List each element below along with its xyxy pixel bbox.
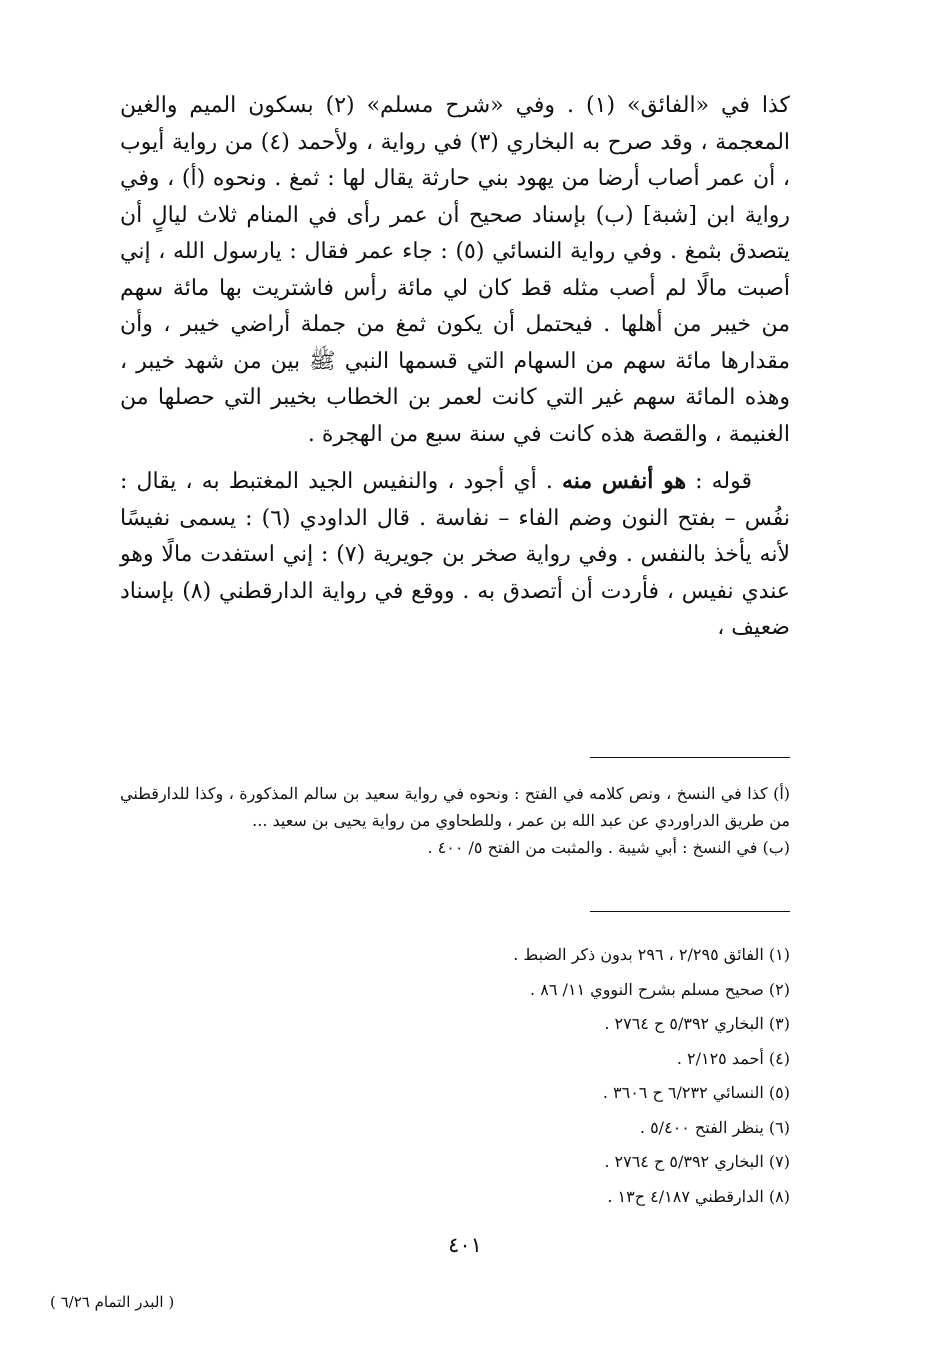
paragraph-2-rest: . أي أجود ، والنفيس الجيد المغتبط به ، يقال : نفُس – بفتح النون وضم الفاء – نفاسة . قال الداودي (٦) : يسمى نفيسًا لأنه يأخذ بالنفس . وفي رواية صخر بن جويرية (٧) : إني استفدت مالًا وهو عندي نفيس ، فأردت أن أتصدق به . ووقع في رواية الدارقطني (٨) بإسناد ضعيف ،	[120, 469, 791, 640]
main-paragraph-1: كذا في «الفائق» (١) . وفي «شرح مسلم» (٢) بسكون الميم والغين المعجمة ، وقد صرح به البخاري (٣) في رواية ، ولأحمد (٤) من رواية أيوب ، أن عمر أصاب أرضا من يهود بني حارثة يقال لها : ثمغ . ونحوه (أ) ، وفي رواية ابن [شبة] (ب) بإسناد صحيح أن عمر رأى في المنام ثلاث ليالٍ أن يتصدق بثمغ . وفي رواية النسائي (٥) : جاء عمر فقال : يارسول الله ، إني أصبت مالًا لم أصب مثله قط كان لي مائة رأس فاشتريت بها مائة سهم من خيبر من أهلها . فيحتمل أن يكون ثمغ من جملة أراضي خيبر ، وأن مقدارها مائة سهم من السهام التي قسمها النبي ﷺ بين من شهد خيبر ، وهذه المائة سهم غير التي كانت لعمر بن الخطاب بخيبر التي حصلها من الغنيمة ، والقصة هذه كانت في سنة سبع من الهجرة .	[120, 93, 791, 447]
footnote: (٤) أحمد ٢/١٢٥ .	[676, 1048, 790, 1068]
quoted-phrase: هو أنفس منه	[561, 468, 687, 494]
main-paragraph-2	[120, 463, 790, 647]
footnote: (٥) النسائي ٦/٢٣٢ ح ٣٦٠٦ .	[602, 1083, 790, 1102]
paragraph-2-lead: قوله :	[686, 469, 752, 494]
footnote: (٦) ينظر الفتح ٥/٤٠٠ .	[639, 1117, 790, 1137]
editor-note: (أ) كذا في النسخ ، ونص كلامه في الفتح : ونحوه في رواية سعيد بن سالم المذكورة ، وكذا للدارقطني من طريق الدراوردي عن عبد الله بن عمر ، وللطحاوي من رواية يحيى بن سعيد ...	[120, 784, 791, 830]
footnote: (٢) صحيح مسلم بشرح النووي ١١/ ٨٦ .	[530, 979, 790, 999]
footnotes-divider	[590, 911, 790, 912]
page-number: ٤٠١	[448, 1233, 482, 1257]
running-footer: ( البدر التمام ٦/٢٦ )	[50, 1293, 175, 1311]
footnote: (١) الفائق ٢/٢٩٥ ، ٢٩٦ بدون ذكر الضبط .	[513, 945, 790, 964]
editor-note: (ب) في النسخ : أبي شيبة . والمثبت من الفتح ٥/ ٤٠٠ .	[427, 838, 790, 857]
main-text	[120, 88, 790, 647]
footnotes	[300, 938, 790, 1214]
notes-divider	[590, 757, 790, 758]
footnote: (٧) البخاري ٥/٣٩٢ ح ٢٧٦٤ .	[604, 1152, 790, 1171]
footnote: (٨) الدارقطني ٤/١٨٧ ح١٣ .	[607, 1186, 790, 1206]
footnote: (٣) البخاري ٥/٣٩٢ ح ٢٧٦٤ .	[604, 1014, 790, 1033]
editor-notes	[120, 780, 790, 861]
